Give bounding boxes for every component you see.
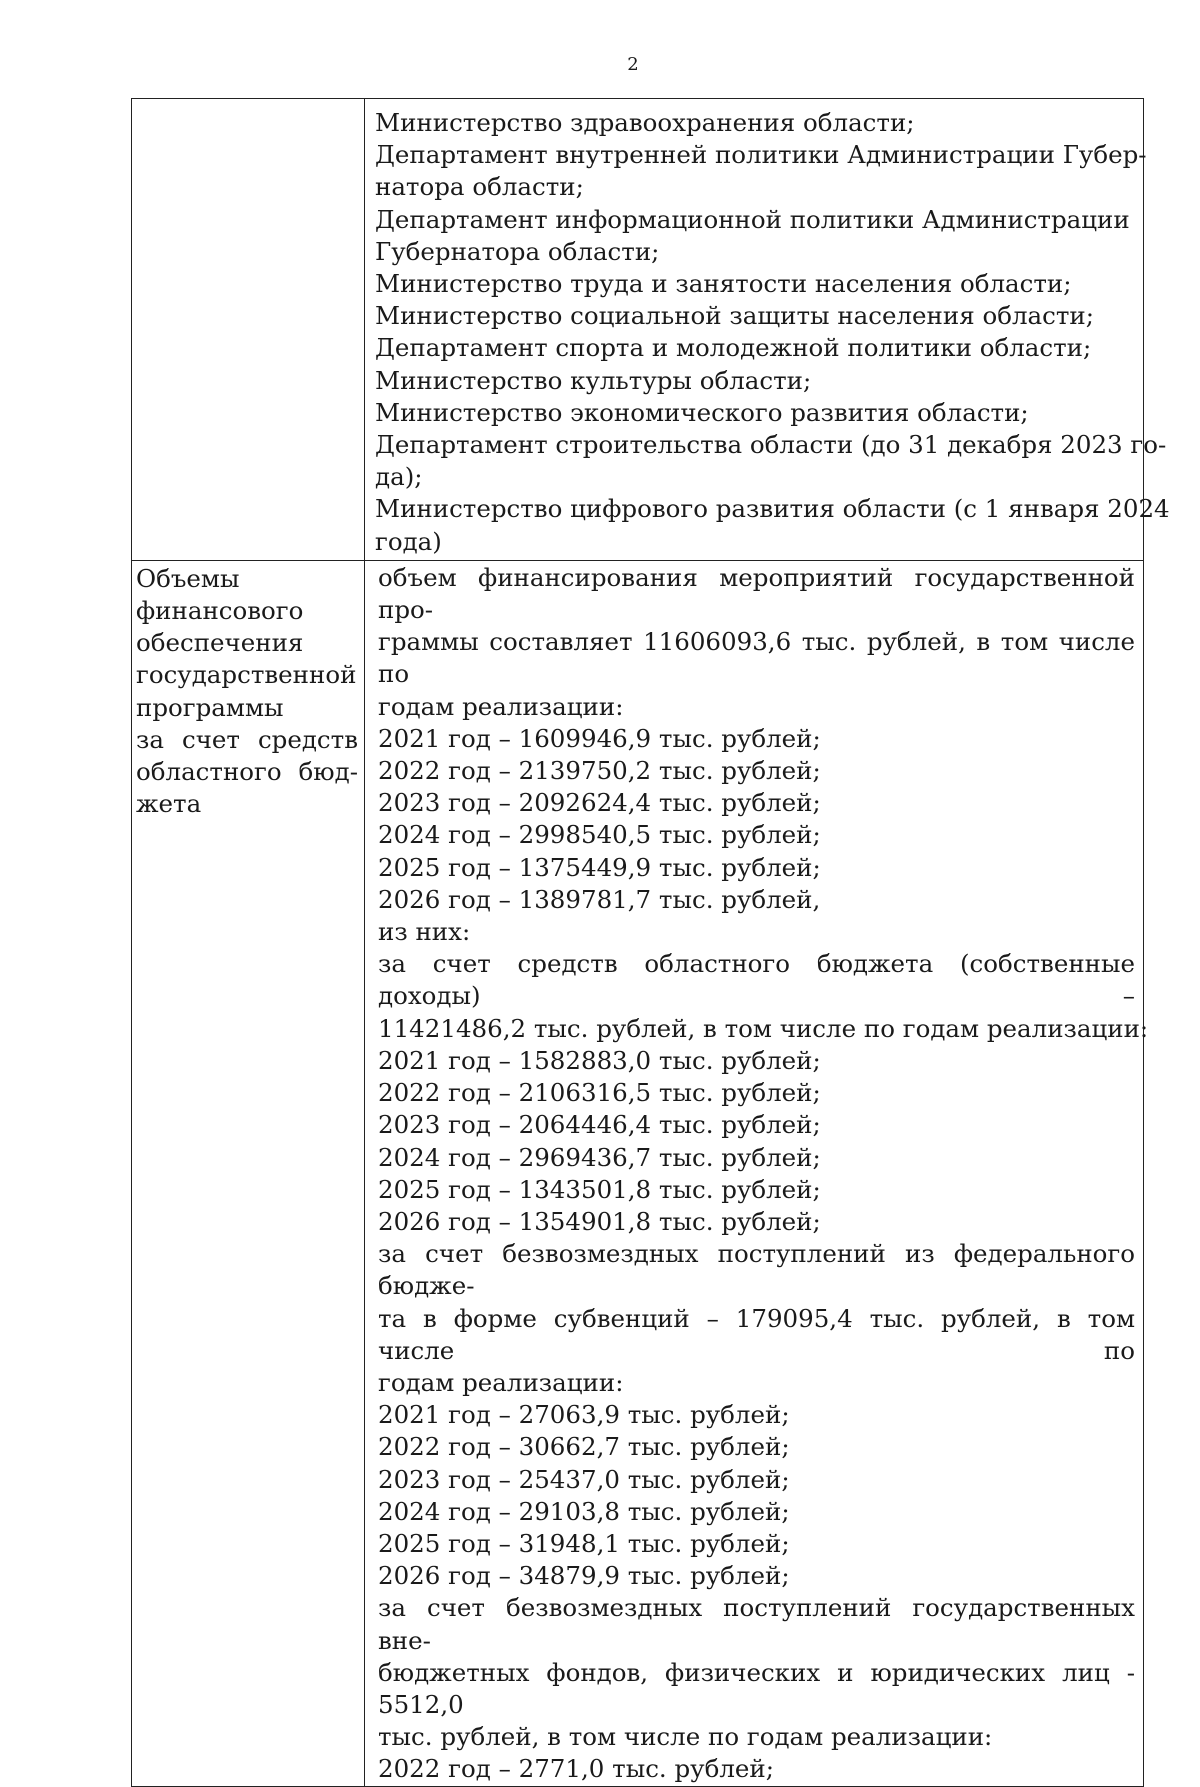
financing-line: за счет безвозмездных поступлений из федерального бюдже- (378, 1239, 1135, 1301)
financing-line: 2023 год – 2092624,4 тыс. рублей; (378, 788, 821, 818)
financing-line: бюджетных фондов, физических и юридических лиц - 5512,0 (378, 1657, 1135, 1719)
table-row-financing (132, 560, 1144, 1786)
executor-line: Департамент внутренней политики Администрации Губер- (375, 140, 1147, 170)
financing-line: 2022 год – 2106316,5 тыс. рублей; (378, 1078, 821, 1108)
table-row-executors (132, 99, 1144, 561)
executor-line: Министерство цифрового развития области (с 1 января 2024 (375, 494, 1170, 524)
financing-label-cell (132, 560, 365, 1786)
financing-line: 2023 год – 2064446,4 тыс. рублей; (378, 1110, 821, 1140)
financing-line: 2026 год – 1389781,7 тыс. рублей, (378, 884, 821, 914)
executor-line: Министерство социальной защиты населения области; (375, 301, 1094, 331)
financing-label-line: Объемы (136, 563, 240, 593)
financing-line: 2026 год – 34879,9 тыс. рублей; (378, 1561, 790, 1591)
executor-line: Департамент спорта и молодежной политики области; (375, 333, 1092, 363)
executor-line: Министерство труда и занятости населения области; (375, 269, 1072, 299)
financing-line: годам реализации: (378, 1367, 624, 1397)
financing-label-line: государственной (136, 660, 357, 690)
financing-line: 2026 год – 1354901,8 тыс. рублей; (378, 1206, 821, 1236)
financing-line: та в форме субвенций – 179095,4 тыс. рублей, в том числе по (378, 1303, 1135, 1365)
financing-line: 2021 год – 1582883,0 тыс. рублей; (378, 1045, 821, 1075)
financing-label-line: программы (136, 692, 284, 722)
financing-details (365, 561, 1149, 1786)
financing-line: из них: (378, 917, 471, 947)
executor-line: Министерство культуры области; (375, 365, 812, 395)
executor-line: Губернатора области; (375, 236, 660, 266)
executor-line: года) (375, 526, 442, 556)
financing-line: 2021 год – 1609946,9 тыс. рублей; (378, 723, 821, 753)
page-number: 2 (627, 54, 639, 75)
financing-line: 2023 год – 25437,0 тыс. рублей; (378, 1464, 790, 1494)
executor-line: натора области; (375, 172, 584, 202)
executor-line: Департамент информационной политики Администрации (375, 204, 1130, 234)
financing-line: 2022 год – 2139750,2 тыс. рублей; (378, 756, 821, 786)
executor-line: Министерство здравоохранения области; (375, 108, 915, 137)
financing-line: 2024 год – 2998540,5 тыс. рублей; (378, 820, 821, 850)
executors-label-cell (132, 99, 365, 561)
financing-line: 2022 год – 30662,7 тыс. рублей; (378, 1432, 790, 1462)
executor-line: Министерство экономического развития области; (375, 397, 1029, 427)
financing-line: 2025 год – 31948,1 тыс. рублей; (378, 1528, 790, 1558)
financing-line: за счет средств областного бюджета (собственные доходы) – (378, 949, 1135, 1011)
program-passport-table (131, 98, 1170, 1787)
financing-line: годам реализации: (378, 691, 624, 721)
executors-list (365, 99, 1170, 560)
financing-label-line: областного бюд- (136, 757, 358, 787)
financing-line: 2025 год – 1375449,9 тыс. рублей; (378, 852, 821, 882)
financing-label-line: жета (136, 789, 202, 819)
financing-line: тыс. рублей, в том числе по годам реализации: (378, 1722, 993, 1752)
financing-line: 2024 год – 29103,8 тыс. рублей; (378, 1496, 790, 1526)
financing-label-line: за счет средств (136, 724, 358, 754)
financing-label-line: финансового (136, 596, 304, 626)
financing-line: граммы составляет 11606093,6 тыс. рублей, в том числе по (378, 627, 1135, 689)
financing-line: 2022 год – 2771,0 тыс. рублей; (378, 1754, 774, 1784)
financing-line: 2021 год – 27063,9 тыс. рублей; (378, 1400, 790, 1430)
financing-line: объем финансирования мероприятий государственной про- (378, 562, 1135, 625)
financing-line: за счет безвозмездных поступлений государственных вне- (378, 1593, 1135, 1655)
executors-list-cell (365, 99, 1170, 561)
financing-line: 11421486,2 тыс. рублей, в том числе по годам реализации: (378, 1013, 1149, 1043)
executor-line: да); (375, 462, 423, 492)
financing-line: 2024 год – 2969436,7 тыс. рублей; (378, 1142, 821, 1172)
financing-details-cell (365, 560, 1149, 1786)
executor-line: Департамент строительства области (до 31 декабря 2023 го- (375, 430, 1167, 460)
financing-label-line: обеспечения (136, 628, 304, 658)
financing-label (132, 561, 364, 821)
financing-line: 2025 год – 1343501,8 тыс. рублей; (378, 1174, 821, 1204)
